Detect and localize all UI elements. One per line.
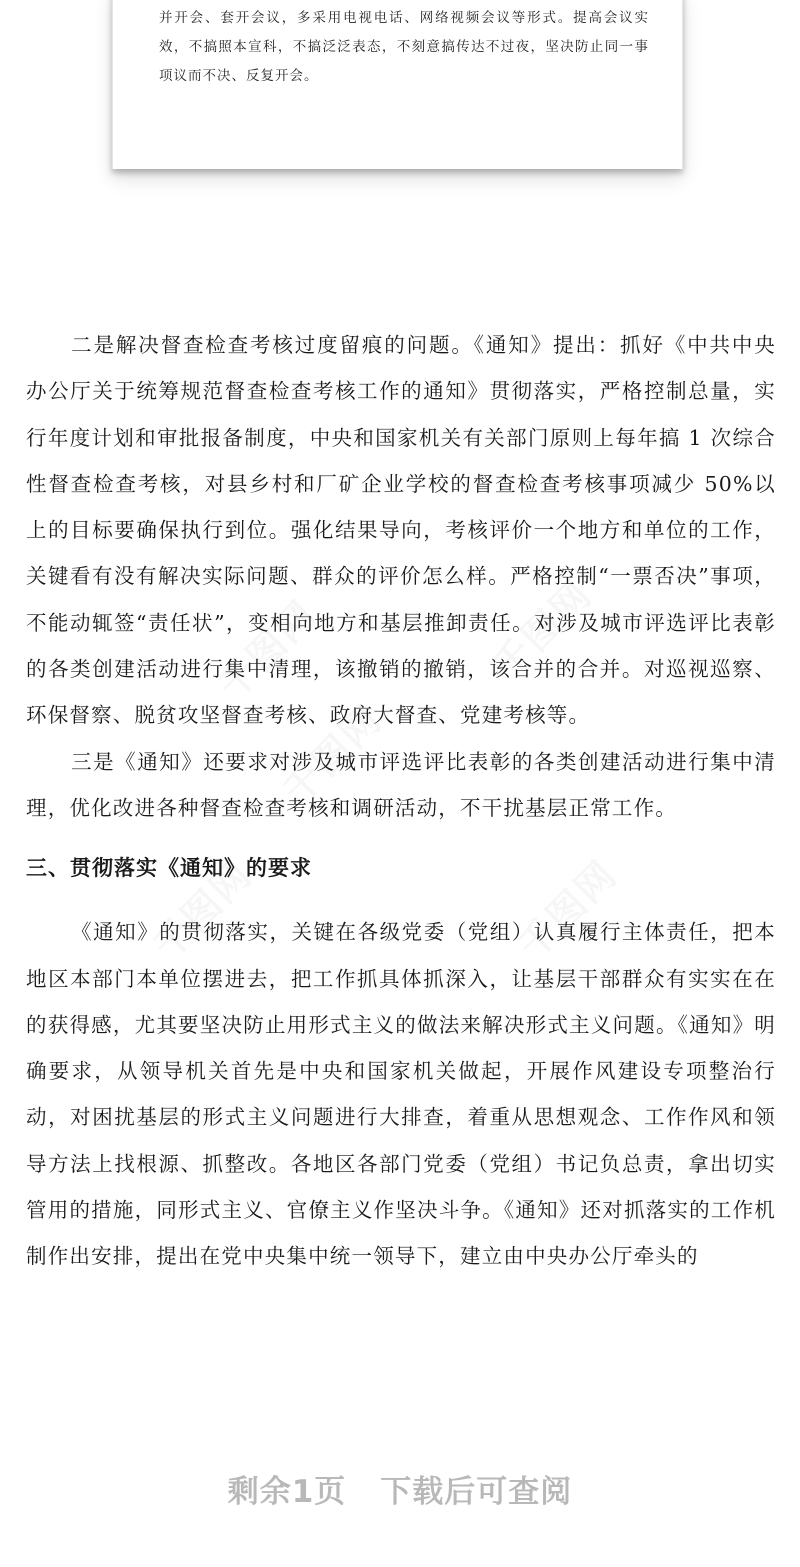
paragraph-three: 三是《通知》还要求对涉及城市评选评比表彰的各类创建活动进行集中清理，优化改进各种督查检查考核和调研活动，不干扰基层正常工作。 <box>26 749 776 820</box>
remaining-pages-label: 剩余1页 <box>227 1474 347 1510</box>
section-heading: 三、贯彻落实《通知》的要求 <box>26 856 312 881</box>
page-preview-text: 并开会、套开会议，多采用电视电话、网络视频会议等形式。提高会议实效，不搞照本宣科，不搞泛泛表态，不刻意搞传达不过夜，坚决防止同一事项议而不决、反复开会。 <box>159 10 649 84</box>
paragraph-two: 二是解决督查检查考核过度留痕的问题。《通知》提出：抓好《中共中央办公厅关于统筹规范督查检查考核工作的通知》贯彻落实，严格控制总量，实行年度计划和审批报备制度，中央和国家机关有关部门原则上每年搞 1 次综合性督查检查考核，对县乡村和厂矿企业学校的督查检查考核事项减少 50%以上的目标要确保执行到位。强化结果导向，考核评价一个地方和单位的工作，关键看有没有解决实际问题、群众的评价怎么样。严格控制“一票否决”事项，不能动辄签“责任状”，变相向地方和基层推卸责任。对涉及城市评选评比表彰的各类创建活动进行集中清理，该撤销的撤销，该合并的合并。对巡视巡察、环保督察、脱贫攻坚督查考核、政府大督查、党建考核等。 <box>26 333 776 728</box>
paragraph-four: 《通知》的贯彻落实，关键在各级党委（党组）认真履行主体责任，把本地区本部门本单位摆进去，把工作抓具体抓深入，让基层干部群众有实实在在的获得感，尤其要坚决防止用形式主义的做法来解决形式主义问题。《通知》明确要求，从领导机关首先是中央和国家机关做起，开展作风建设专项整治行动，对困扰基层的形式主义问题进行大排查，着重从思想观念、工作作风和领导方法上找根源、抓整改。各地区各部门党委（党组）书记负总责，拿出切实管用的措施，同形式主义、官僚主义作坚决斗争。《通知》还对抓落实的工作机制作出安排，提出在党中央集中统一领导下，建立由中央办公厅牵头的 <box>26 920 776 1269</box>
remaining-pages-notice[interactable] <box>0 1466 800 1511</box>
page-preview-card <box>112 0 683 169</box>
document-body <box>26 322 776 1280</box>
download-to-view-label: 下载后可查阅 <box>380 1474 573 1510</box>
